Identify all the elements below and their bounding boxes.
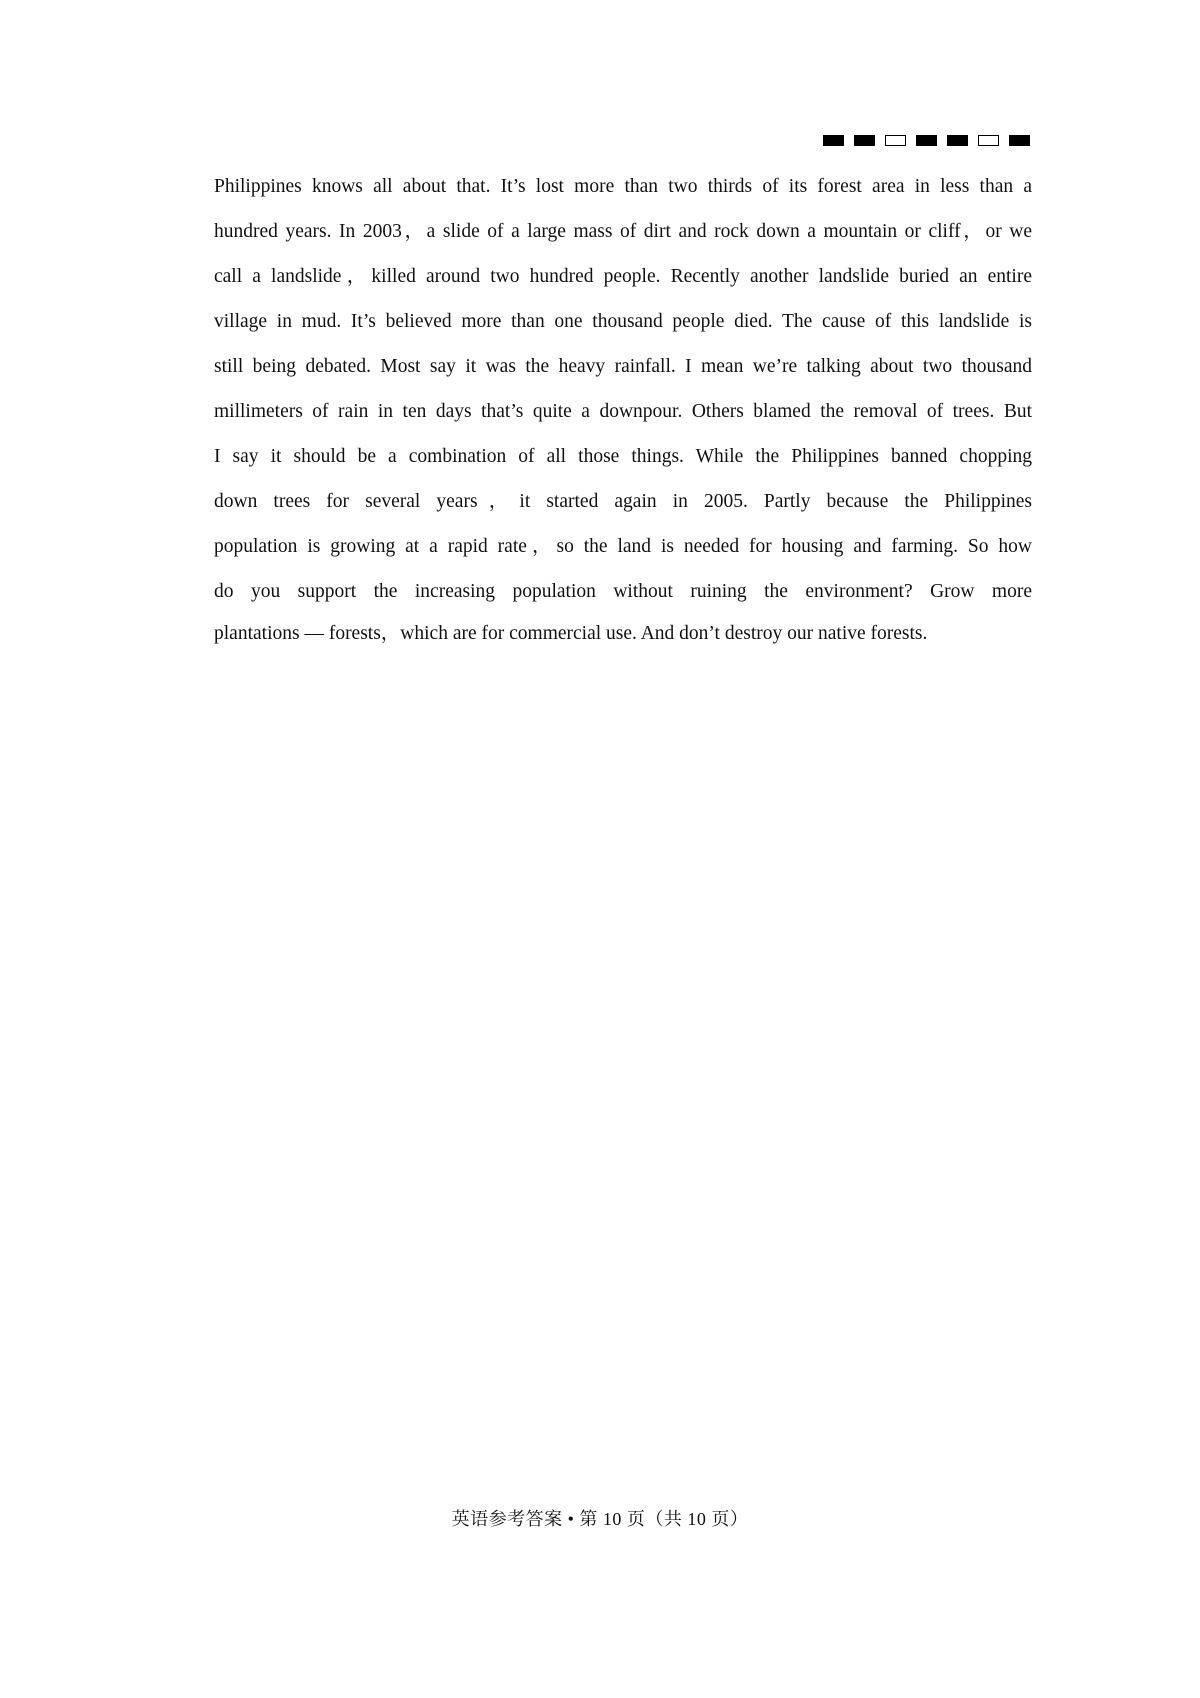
marker-block-2	[854, 135, 875, 146]
passage-line: I say it should be a combination of all those things. While the Philippines banned chopping	[214, 446, 1032, 467]
marker-block-1	[823, 135, 844, 146]
passage-line-last: plantations — forests，which are for commercial use. And don’t destroy our native forests.	[214, 623, 928, 644]
marker-block-6	[978, 135, 999, 146]
passage-line: millimeters of rain in ten days that’s quite a downpour. Others blamed the removal of trees. But	[214, 401, 1032, 422]
passage-line: village in mud. It’s believed more than one thousand people died. The cause of this landslide is	[214, 311, 1032, 332]
marker-block-7	[1009, 135, 1030, 146]
passage-line: Philippines knows all about that. It’s lost more than two thirds of its forest area in less than a	[214, 176, 1032, 197]
passage-line: down trees for several years，it started again in 2005. Partly because the Philippines	[214, 491, 1032, 512]
marker-block-3	[885, 135, 906, 146]
marker-block-5	[947, 135, 968, 146]
passage-line: population is growing at a rapid rate，so the land is needed for housing and farming. So how	[214, 536, 1032, 557]
marker-block-4	[916, 135, 937, 146]
page-marker-strip	[823, 135, 1030, 146]
passage-line: do you support the increasing population without ruining the environment? Grow more	[214, 581, 1032, 602]
page-footer: 英语参考答案 • 第 10 页（共 10 页）	[451, 1509, 749, 1529]
passage-line: call a landslide，killed around two hundred people. Recently another landslide buried an entire	[214, 266, 1032, 287]
passage-line: hundred years. In 2003，a slide of a large mass of dirt and rock down a mountain or cliff，or we	[214, 221, 1032, 242]
passage-text	[214, 164, 1032, 654]
passage-line: still being debated. Most say it was the heavy rainfall. I mean we’re talking about two thousand	[214, 356, 1032, 377]
